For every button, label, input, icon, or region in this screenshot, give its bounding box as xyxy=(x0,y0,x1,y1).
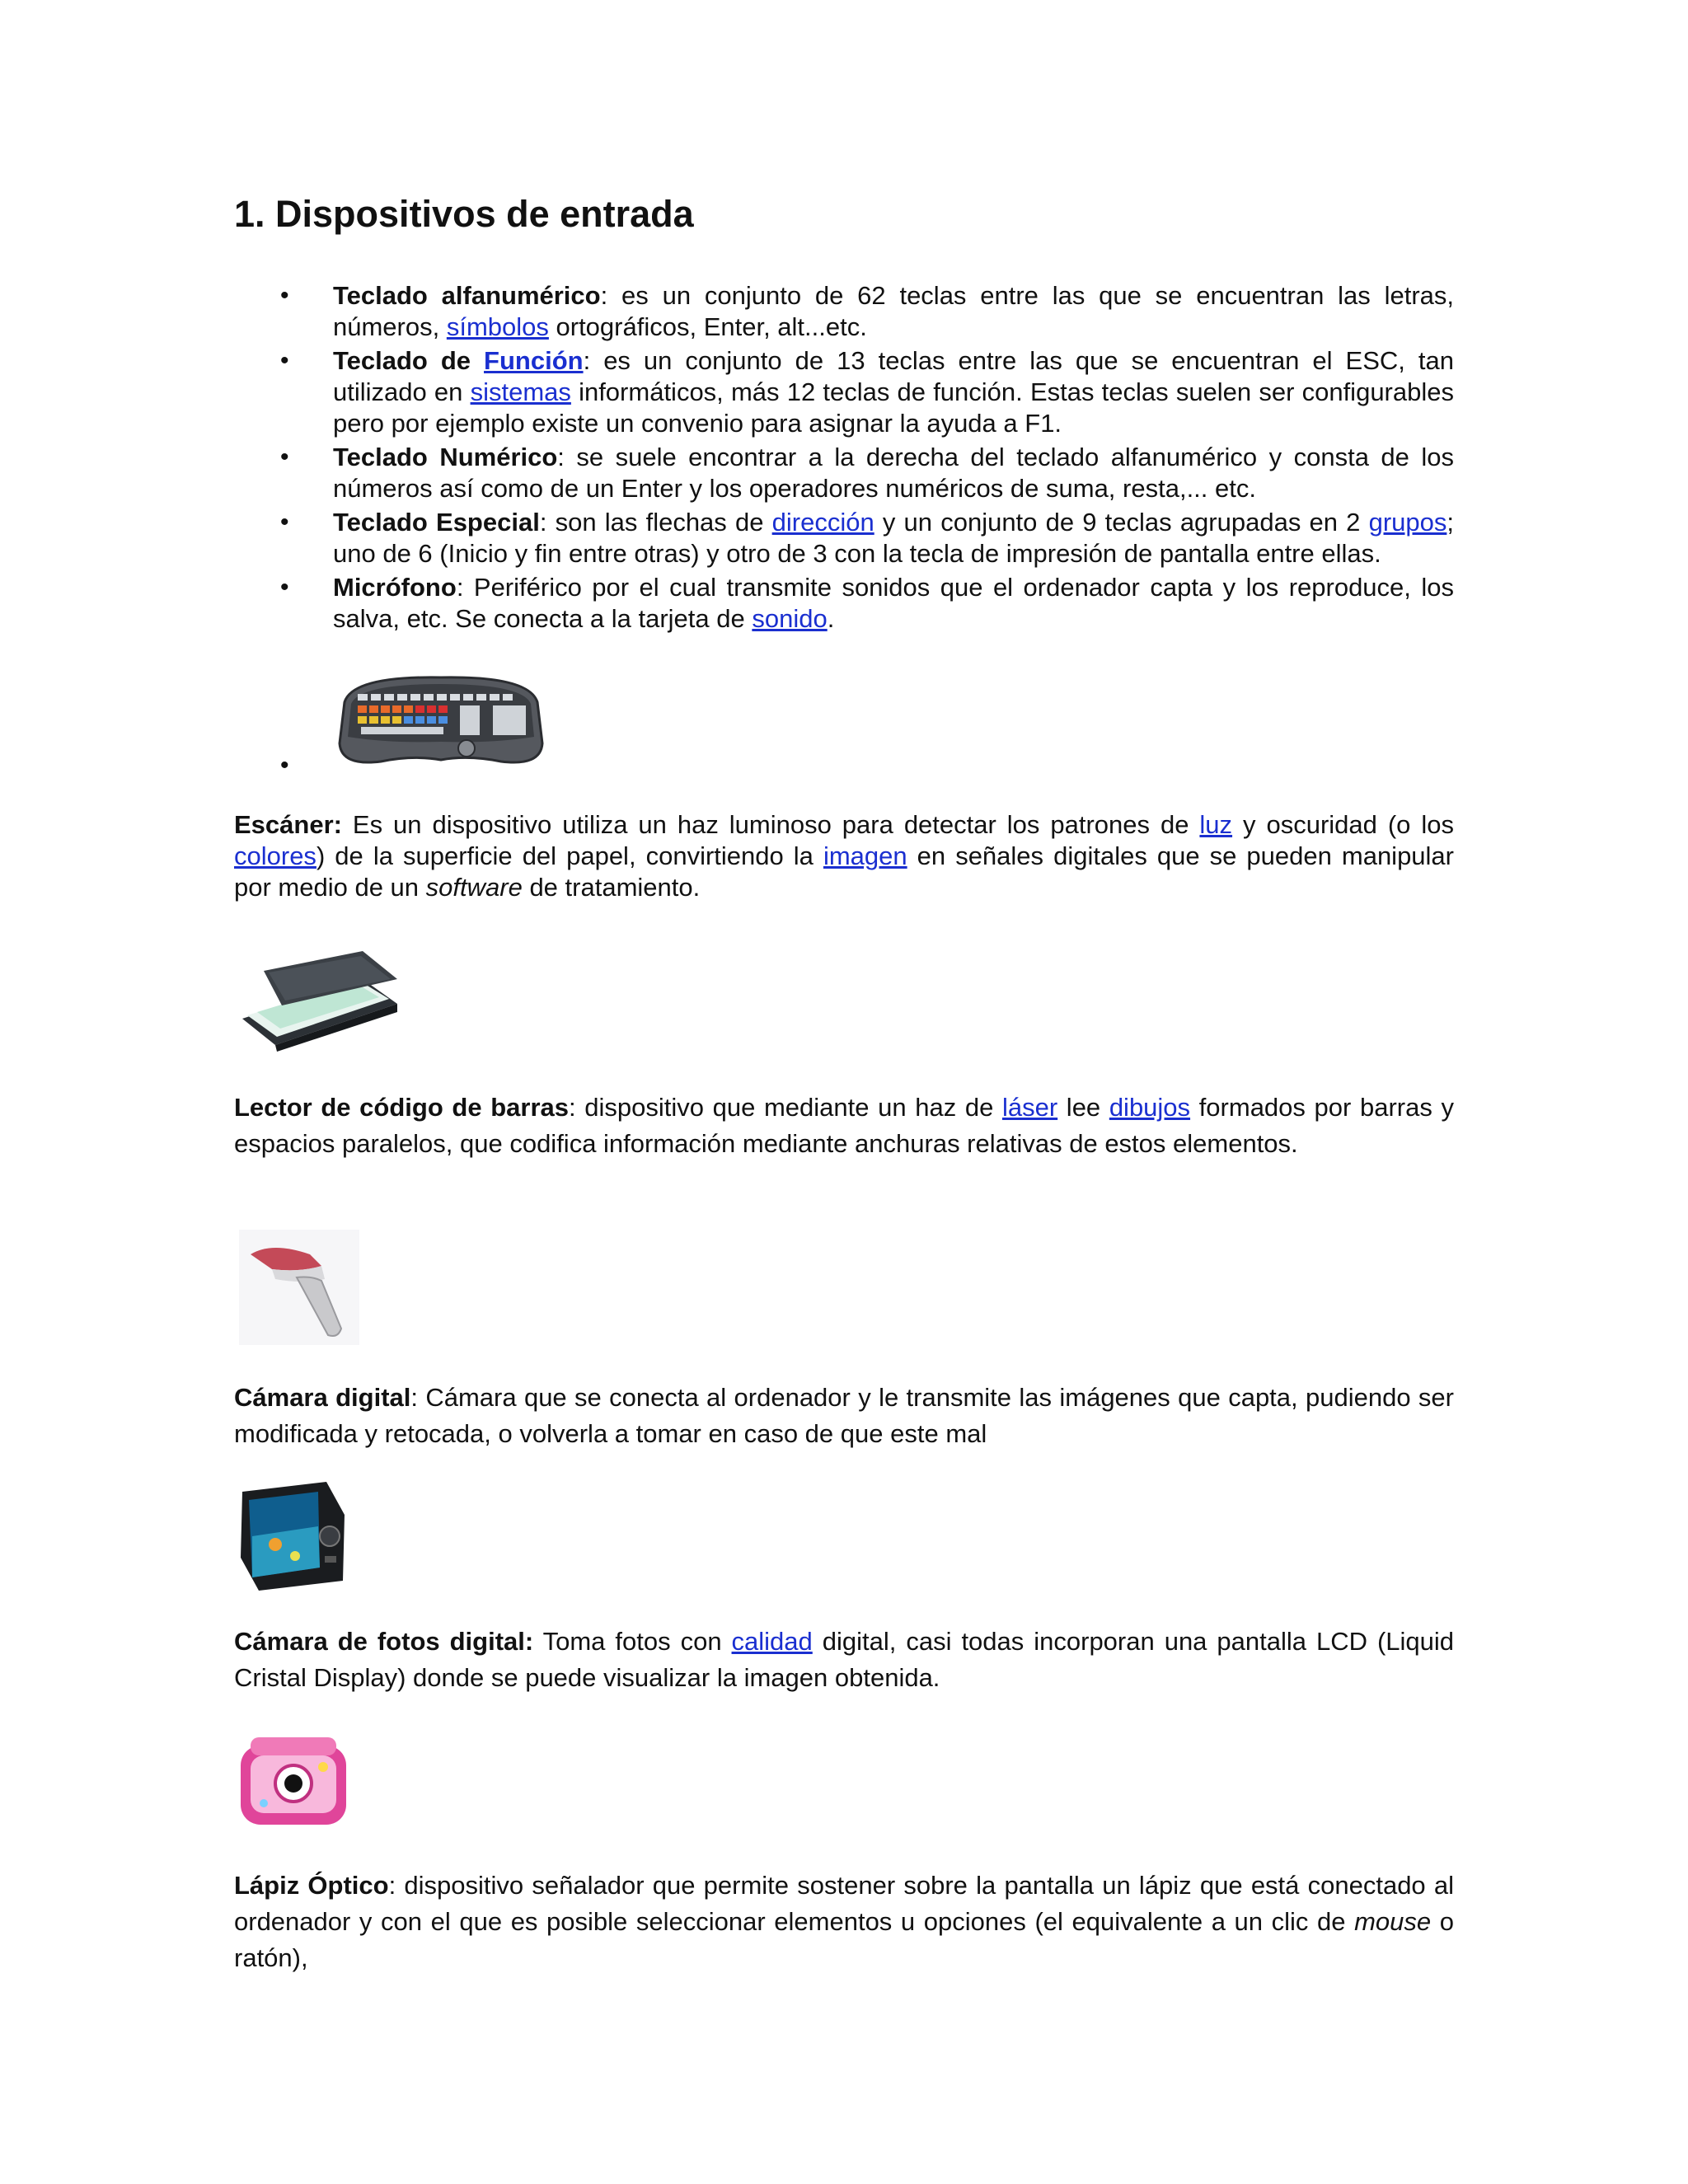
para-text: o ratón), xyxy=(234,1907,1454,1972)
item-term: Teclado Especial xyxy=(333,508,540,537)
scanner-paragraph xyxy=(234,809,1454,903)
list-item xyxy=(280,442,1454,504)
list-item xyxy=(280,572,1454,635)
item-text: y un conjunto de 9 teclas agrupadas en 2 xyxy=(874,508,1369,537)
item-text: ; uno de 6 (Inicio y fin entre otras) y otro de 3 con la tecla de impresión de pantalla entre ellas. xyxy=(333,508,1454,568)
link-sonido[interactable]: sonido xyxy=(752,604,828,633)
item-text: : se suele encontrar a la derecha del teclado alfanumérico y consta de los números así como de un Enter y los operadores numéricos de suma, resta,... etc. xyxy=(333,443,1454,503)
link-colores[interactable]: colores xyxy=(234,841,316,870)
para-text: Toma fotos con xyxy=(533,1627,732,1656)
para-text: digital, casi todas incorporan una pantalla LCD (Liquid Cristal Display) donde se puede visualizar la imagen obtenida. xyxy=(234,1627,1455,1692)
link-laser[interactable]: láser xyxy=(1001,1093,1058,1122)
term-escaner: Escáner: xyxy=(234,810,342,839)
item-term: Teclado Numérico xyxy=(333,443,558,471)
para-text: : dispositivo que mediante un haz de xyxy=(569,1093,1002,1122)
term-camara: Cámara digital xyxy=(234,1383,411,1412)
bullet-icon: • xyxy=(280,347,289,374)
para-text: lee xyxy=(1057,1093,1109,1122)
link-calidad[interactable]: calidad xyxy=(731,1627,813,1656)
item-text: : Periférico por el cual transmite sonidos que el ordenador capta y los reproduce, los salva, etc. Se conecta a la tarjeta de xyxy=(333,573,1454,633)
list-item xyxy=(280,507,1454,569)
input-devices-list xyxy=(280,280,1454,637)
item-term: Teclado alfanumérico xyxy=(333,281,601,310)
bullet-icon: • xyxy=(280,443,289,471)
photo-camera-image xyxy=(237,1731,349,1833)
term-camara-fotos: Cámara de fotos digital: xyxy=(234,1627,534,1656)
link-sistemas[interactable]: sistemas xyxy=(470,377,571,406)
para-text: Es un dispositivo utiliza un haz luminoso para detectar los patrones de xyxy=(341,810,1200,839)
term-lapiz: Lápiz Óptico xyxy=(234,1871,389,1900)
item-text: . xyxy=(827,604,835,633)
para-text: : dispositivo señalador que permite sostener sobre la pantalla un lápiz que está conectado al ordenador y con el que es posible seleccionar elementos u opciones (el equivalente a un clic de xyxy=(234,1871,1455,1936)
link-imagen[interactable]: imagen xyxy=(823,841,907,870)
item-text: informáticos, más 12 teclas de función. Estas teclas suelen ser configurables pero por ejemplo existe un convenio para asignar la ayuda a F1. xyxy=(333,377,1454,438)
bullet-icon: • xyxy=(280,574,289,601)
link-direccion[interactable]: dirección xyxy=(771,508,874,537)
photo-camera-paragraph xyxy=(234,1624,1454,1696)
term-lector: Lector de código de barras xyxy=(234,1093,569,1122)
barcode-paragraph xyxy=(234,1090,1454,1162)
list-item xyxy=(280,345,1454,439)
italic-software: software xyxy=(425,873,523,902)
bullet-icon: • xyxy=(280,282,289,309)
item-text: ortográficos, Enter, alt...etc. xyxy=(548,312,867,341)
link-grupos[interactable]: grupos xyxy=(1368,508,1447,537)
para-text: formados por barras y espacios paralelos, que codifica información mediante anchuras relativas de estos elementos. xyxy=(234,1093,1454,1158)
para-text: y oscuridad (o los xyxy=(1232,810,1455,839)
barcode-reader-image xyxy=(239,1230,359,1345)
camera-paragraph xyxy=(234,1380,1454,1452)
link-simbolos[interactable]: símbolos xyxy=(446,312,549,341)
keyboard-image xyxy=(336,669,546,773)
scanner-image xyxy=(239,946,401,1053)
link-funcion[interactable]: Función xyxy=(484,346,584,375)
section-heading: 1. Dispositivos de entrada xyxy=(234,193,694,235)
para-text: en señales digitales que se pueden manipular por medio de un xyxy=(234,841,1454,902)
list-item xyxy=(280,280,1454,343)
bullet-icon: • xyxy=(280,509,289,536)
link-luz[interactable]: luz xyxy=(1199,810,1233,839)
item-term: Micrófono xyxy=(333,573,457,602)
item-text: : son las flechas de xyxy=(539,508,772,537)
item-text: : es un conjunto de 62 teclas entre las que se encuentran las letras, números, xyxy=(333,281,1454,341)
para-text: ) de la superficie del papel, convirtiendo la xyxy=(316,841,823,870)
para-text: : Cámara que se conecta al ordenador y le transmite las imágenes que capta, pudiendo ser modificada y retocada, o volverla a tomar en caso de que este mal xyxy=(234,1383,1454,1448)
item-term: Teclado de xyxy=(333,346,485,375)
italic-mouse: mouse xyxy=(1354,1907,1432,1936)
para-text: de tratamiento. xyxy=(522,873,701,902)
item-text: : es un conjunto de 13 teclas entre las que se encuentran el ESC, tan utilizado en xyxy=(333,346,1454,406)
digital-camera-image xyxy=(237,1479,351,1594)
pen-paragraph xyxy=(234,1868,1454,1976)
link-dibujos[interactable]: dibujos xyxy=(1109,1093,1191,1122)
bullet-icon: • xyxy=(280,752,289,779)
